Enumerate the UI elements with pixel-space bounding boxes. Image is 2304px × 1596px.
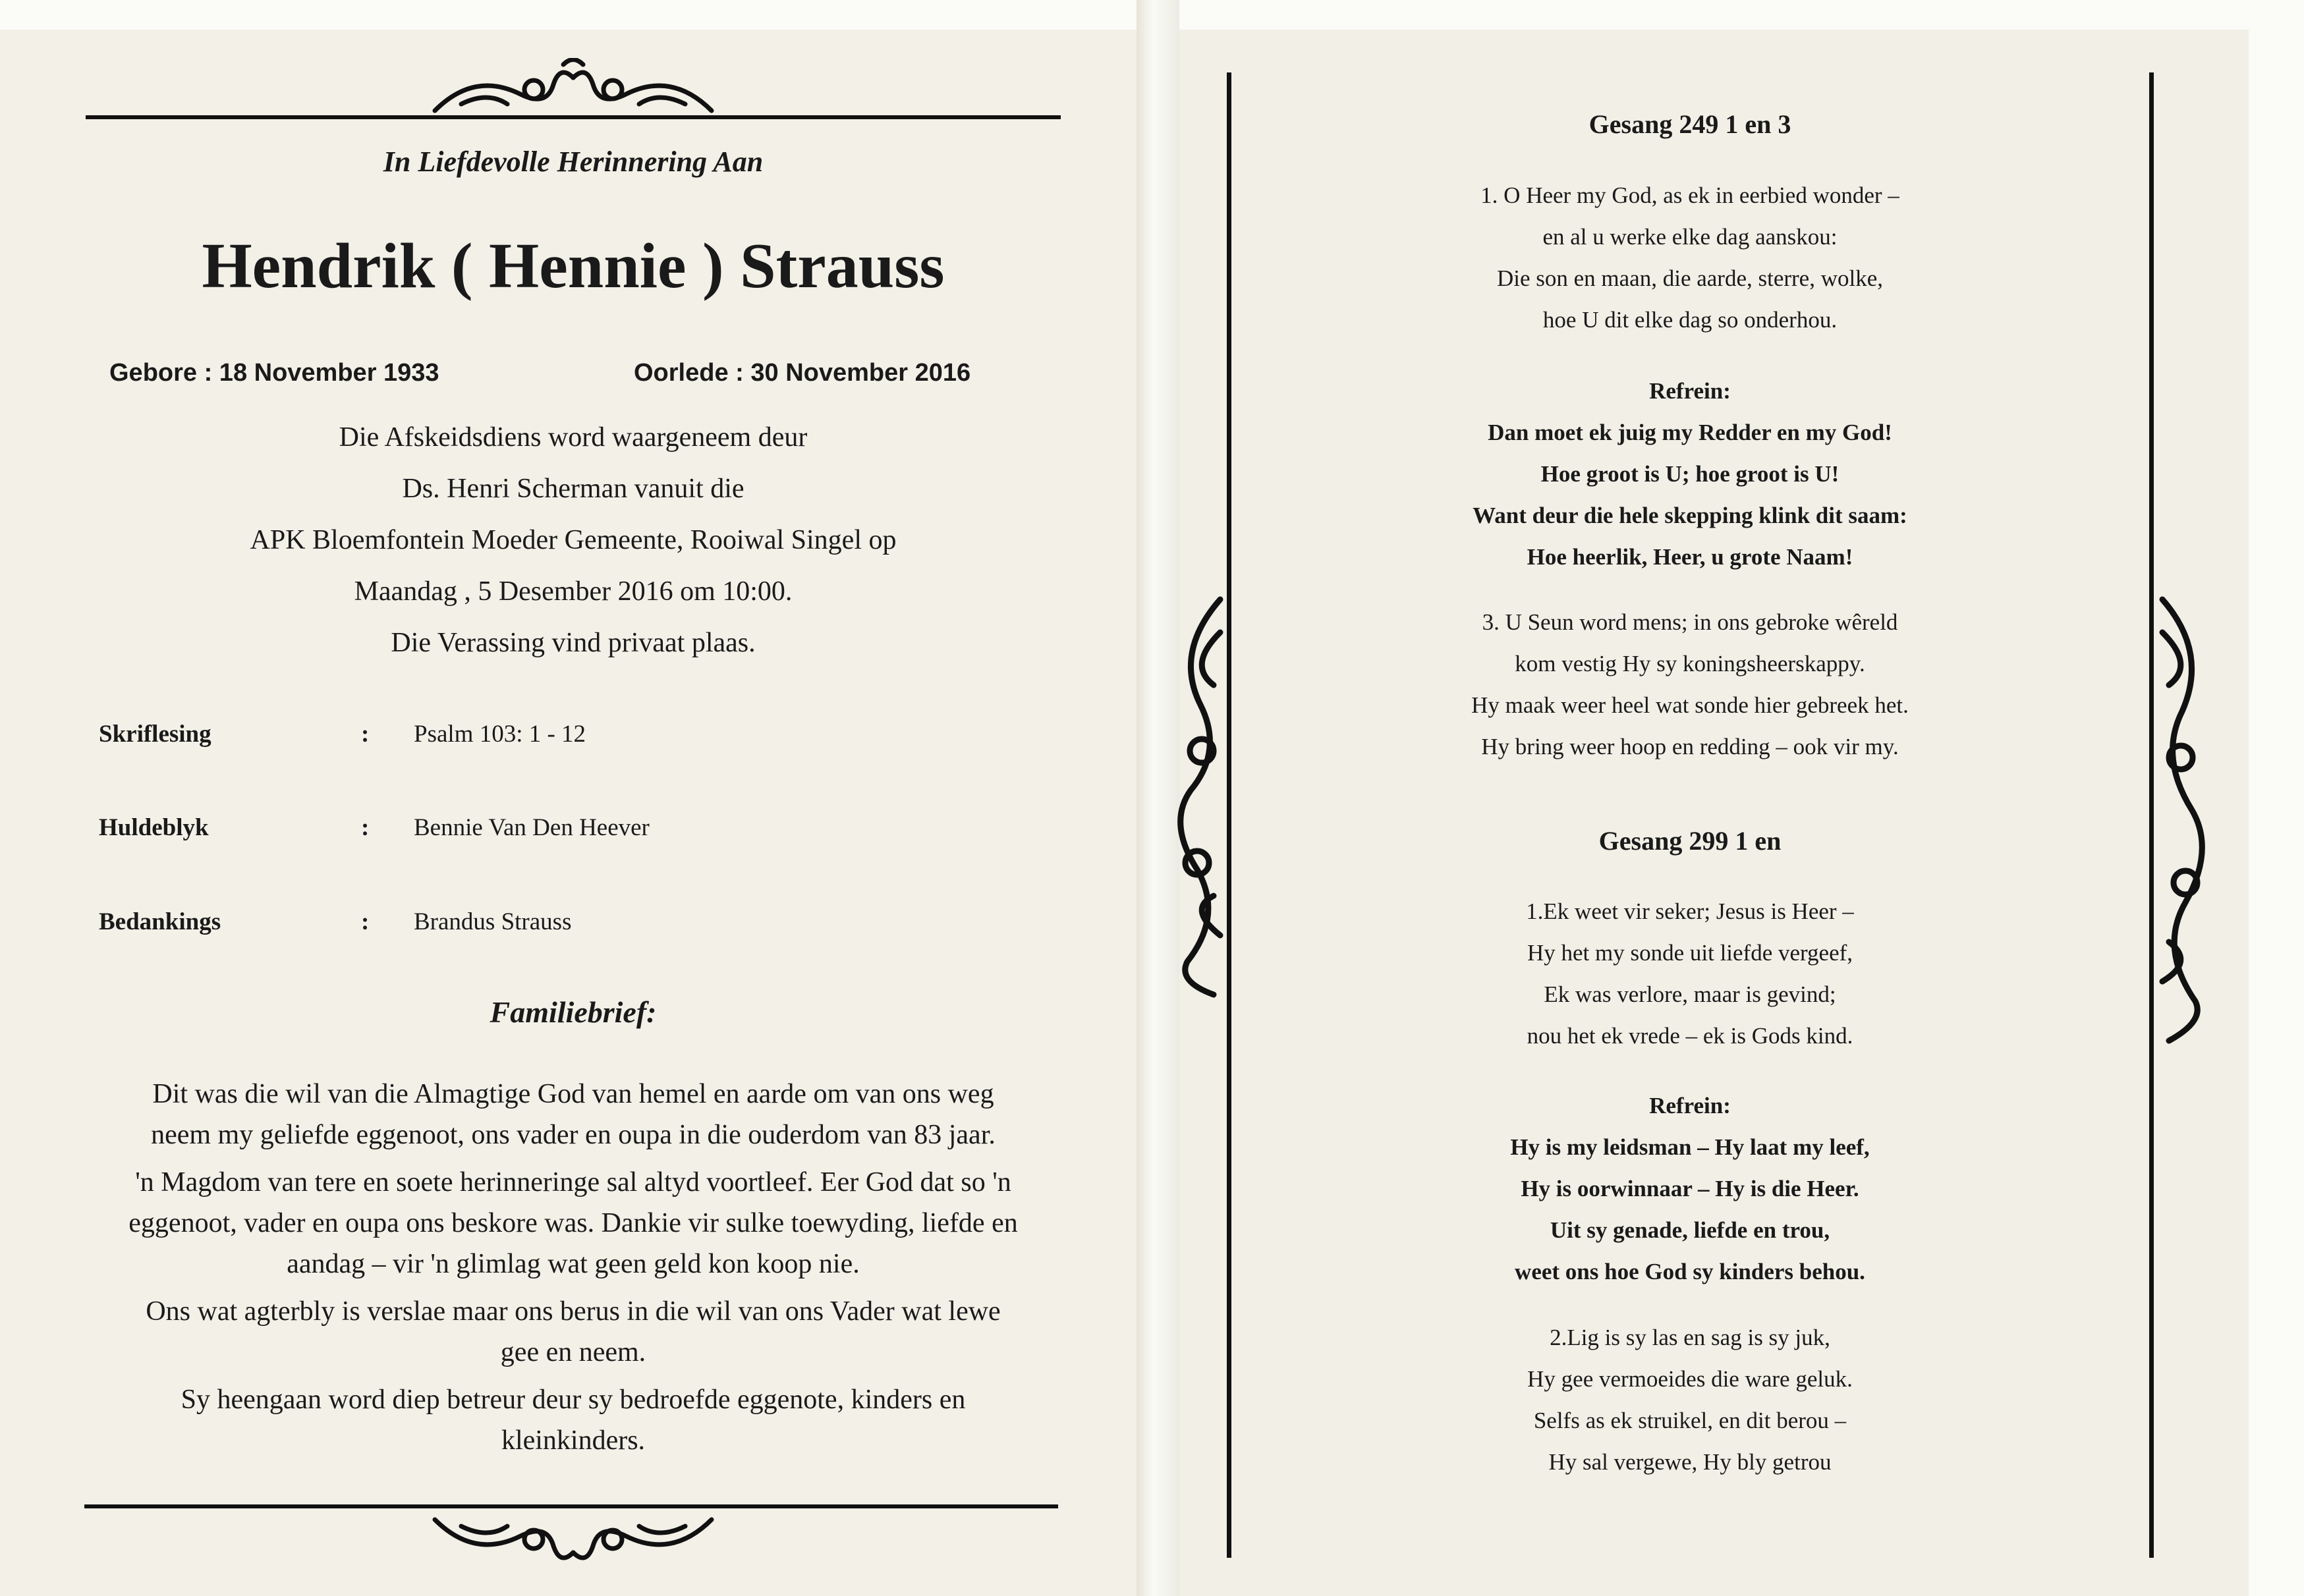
letter-paragraph	[86, 1291, 1061, 1373]
letter-line: neem my geliefde eggenoot, ons vader en oupa in die ouderdom van 83 jaar.	[151, 1120, 996, 1150]
letter-line: eggenoot, vader en oupa ons beskore was. Dankie vir sulke toewyding, liefde en	[128, 1208, 1018, 1238]
letter-paragraph	[86, 1162, 1061, 1284]
letter-line: aandag – vir 'n glimlag wat geen geld kon koop nie.	[287, 1249, 860, 1279]
letter-line: Dit was die wil van die Almagtige God van hemel en aarde om van ons weg	[152, 1079, 994, 1109]
verse-line: Ek was verlore, maar is gevind;	[1544, 981, 1836, 1007]
verse-line: Hy is oorwinnaar – Hy is die Heer.	[1521, 1176, 1859, 1201]
verse-line: Hoe heerlik, Heer, u grote Naam!	[1527, 544, 1853, 570]
deceased-name: Hendrik ( Hennie ) Strauss	[202, 231, 945, 302]
hymn-2-title: Gesang 299 1 en	[1598, 826, 1782, 856]
hymn-1-verse-1	[1232, 175, 2148, 341]
verse-line: Hy sal vergewe, Hy bly getrou	[1548, 1449, 1832, 1475]
service-line: Die Verassing vind privaat plaas.	[391, 628, 756, 658]
right-side-flourish-ornament	[2149, 593, 2222, 1047]
family-letter	[86, 1074, 1061, 1461]
service-line: Ds. Henri Scherman vanuit die	[402, 474, 745, 504]
letter-line: Sy heengaan word diep betreur deur sy bedroefde eggenote, kinders en	[181, 1385, 966, 1415]
verse-line: 3. U Seun word mens; in ons gebroke wêreld	[1482, 609, 1898, 635]
programme-value-scripture: Psalm 103: 1 - 12	[414, 721, 586, 748]
top-rule	[86, 115, 1061, 119]
refrain-heading: Refrein:	[1649, 378, 1731, 404]
verse-line: Hy maak weer heel wat sonde hier gebreek het.	[1471, 692, 1909, 718]
letter-paragraph	[86, 1074, 1061, 1155]
verse-line: kom vestig Hy sy koningsheerskappy.	[1515, 651, 1865, 676]
verse-line: 2.Lig is sy las en sag is sy juk,	[1550, 1325, 1830, 1350]
letter-line: Ons wat agterbly is verslae maar ons berus in die wil van ons Vader wat lewe	[146, 1296, 1001, 1327]
verse-line: nou het ek vrede – ek is Gods kind.	[1527, 1023, 1853, 1049]
verse-line: Hy is my leidsman – Hy laat my leef,	[1510, 1134, 1870, 1160]
programme-value-thanks: Brandus Strauss	[414, 908, 572, 935]
verse-line: Dan moet ek juig my Redder en my God!	[1488, 420, 1892, 445]
service-line: Maandag , 5 Desember 2016 om 10:00.	[354, 576, 793, 607]
programme-label-tribute: Huldeblyk	[99, 814, 209, 841]
bottom-flourish-ornament	[422, 1510, 725, 1569]
verse-line: Hy gee vermoeides die ware geluk.	[1527, 1366, 1853, 1392]
death-date: Oorlede : 30 November 2016	[634, 359, 971, 387]
service-details	[86, 412, 1061, 669]
verse-line: Uit sy genade, liefde en trou,	[1550, 1217, 1830, 1243]
birth-date: Gebore : 18 November 1933	[109, 359, 439, 387]
letter-paragraph	[86, 1379, 1061, 1461]
left-side-flourish-ornament	[1161, 593, 1233, 1001]
programme-colon: :	[361, 908, 370, 935]
hymn-2-verse-1	[1232, 891, 2148, 1057]
programme-label-scripture: Skriflesing	[99, 721, 211, 748]
letter-line: gee en neem.	[500, 1337, 646, 1367]
hymn-1-verse-3	[1232, 601, 2148, 767]
verse-line: 1. O Heer my God, as ek in eerbied wonder –	[1480, 182, 1899, 208]
verse-line: en al u werke elke dag aanskou:	[1542, 224, 1838, 250]
letter-line: kleinkinders.	[501, 1425, 646, 1456]
verse-line: weet ons hoe God sy kinders behou.	[1515, 1259, 1865, 1284]
family-letter-title: Familiebrief:	[490, 995, 657, 1029]
top-flourish-ornament	[422, 58, 725, 121]
verse-line: Want deur die hele skepping klink dit saam:	[1473, 503, 1907, 528]
hymn-1-refrain	[1232, 370, 2148, 578]
service-line: APK Bloemfontein Moeder Gemeente, Rooiwal Singel op	[250, 525, 897, 555]
hymn-2-refrain	[1232, 1085, 2148, 1292]
verse-line: Hoe groot is U; hoe groot is U!	[1540, 461, 1840, 487]
verse-line: Hy het my sonde uit liefde vergeef,	[1527, 940, 1853, 966]
hymn-1-title: Gesang 249 1 en 3	[1588, 109, 1791, 139]
programme-colon: :	[361, 721, 370, 748]
verse-line: hoe U dit elke dag so onderhou.	[1542, 307, 1838, 333]
programme-value-tribute: Bennie Van Den Heever	[414, 814, 650, 841]
hymn-2-verse-2	[1232, 1317, 2148, 1483]
programme-colon: :	[361, 814, 370, 841]
programme-label-thanks: Bedankings	[99, 908, 221, 935]
service-line: Die Afskeidsdiens word waargeneem deur	[339, 422, 808, 453]
verse-line: Selfs as ek struikel, en dit berou –	[1533, 1408, 1847, 1433]
verse-line: Hy bring weer hoop en redding – ook vir my.	[1481, 734, 1899, 759]
bottom-rule	[84, 1504, 1058, 1508]
dedication-line: In Liefdevolle Herinnering Aan	[383, 146, 764, 178]
letter-line: 'n Magdom van tere en soete herinneringe sal altyd voortleef. Eer God dat so 'n	[135, 1167, 1011, 1197]
refrain-heading: Refrein:	[1649, 1093, 1731, 1118]
verse-line: Die son en maan, die aarde, sterre, wolke,	[1496, 265, 1883, 291]
verse-line: 1.Ek weet vir seker; Jesus is Heer –	[1526, 898, 1854, 924]
